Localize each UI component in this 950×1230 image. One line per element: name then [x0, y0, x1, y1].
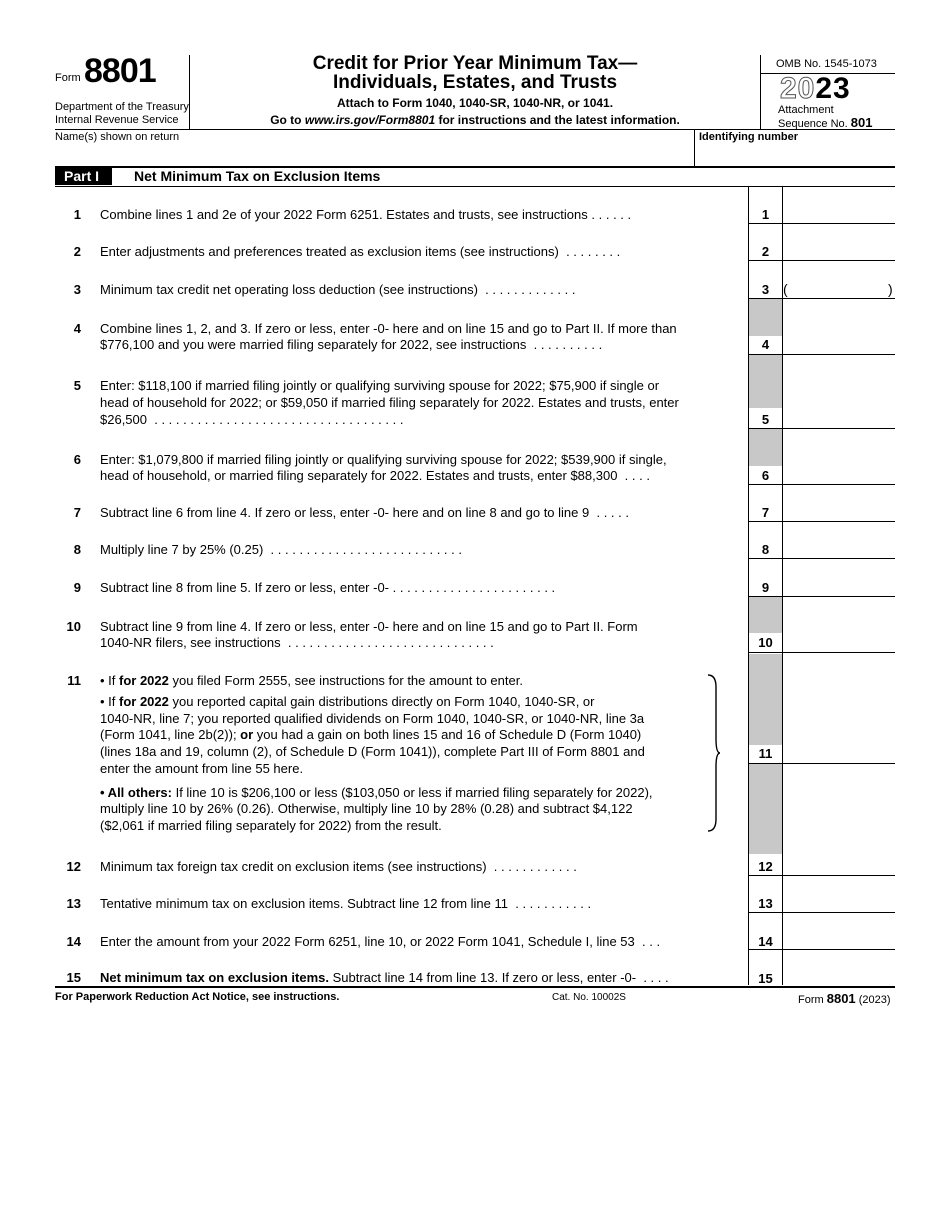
box-number: 10 [758, 635, 773, 650]
name-input[interactable] [55, 144, 691, 164]
line-7-input[interactable] [784, 486, 894, 520]
form-label: Form [55, 72, 81, 84]
line-11-bullet-2-line-5: enter the amount from line 55 here. [100, 761, 304, 776]
line-15-text: Net minimum tax on exclusion items. Subtract line 14 from line 13. If zero or less, enter -0- . . . . [100, 970, 669, 985]
line-5-input[interactable] [784, 356, 894, 427]
paren-open: ( [783, 281, 788, 297]
line-11-bullet-3-line-2: multiply line 10 by 26% (0.26). Otherwise, multiply line 10 by 28% (0.28) and subtract $4,122 [100, 801, 633, 816]
line-3-text: Minimum tax credit net operating loss deduction (see instructions) . . . . . . . . . . . . . [100, 282, 576, 297]
line-number: 10 [66, 619, 81, 634]
box-number: 12 [758, 859, 773, 874]
box-number: 14 [758, 934, 773, 949]
box-number: 9 [761, 580, 770, 595]
line-12-input[interactable] [784, 765, 894, 874]
line-2-text: Enter adjustments and preferences treated as exclusion items (see instructions) . . . . . . . . [100, 244, 621, 259]
dept-line-2: Internal Revenue Service [55, 114, 179, 126]
line-5-text-2: head of household for 2022; or $59,050 if married filing separately for 2022. Estates and trusts, enter [100, 395, 679, 410]
part-title: Net Minimum Tax on Exclusion Items [134, 168, 381, 184]
line-number: 15 [66, 970, 81, 985]
paperwork-notice: For Paperwork Reduction Act Notice, see instructions. [55, 991, 340, 1003]
box-number: 3 [761, 282, 770, 297]
paren-close: ) [888, 281, 893, 297]
line-7-text: Subtract line 6 from line 4. If zero or less, enter -0- here and on line 8 and go to line 9 . . . . . [100, 505, 629, 520]
line-6-input[interactable] [784, 430, 894, 483]
line-11-bullet-3-line-3: ($2,061 if married filing separately for 2022) from the result. [100, 818, 442, 833]
box-number: 5 [761, 412, 770, 427]
line-number: 14 [66, 934, 81, 949]
line-14-text: Enter the amount from your 2022 Form 6251, line 10, or 2022 Form 1041, Schedule I, line 53 . . . [100, 934, 661, 949]
box-number: 2 [761, 244, 770, 259]
line-10-text-1: Subtract line 9 from line 4. If zero or less, enter -0- here and on line 15 and go to Part II. Form [100, 619, 638, 634]
form-title-line-2: Individuals, Estates, and Trusts [332, 72, 618, 93]
line-13-input[interactable] [784, 877, 894, 911]
omb-number: OMB No. 1545-1073 [776, 58, 877, 70]
line-11-bullet-1: • If for 2022 you filed Form 2555, see instructions for the amount to enter. [100, 673, 523, 688]
form-title-line-1: Credit for Prior Year Minimum Tax— [312, 53, 638, 74]
line-11-bullet-2-line-3: (Form 1041, line 2b(2)); or you had a gain on both lines 15 and 16 of Schedule D (Form 1040) [100, 727, 642, 742]
line-4-input[interactable] [784, 300, 894, 353]
box-number: 6 [761, 468, 770, 483]
line-11-bullet-2: • If for 2022 you reported capital gain distributions directly on Form 1040, 1040-SR, or [100, 694, 595, 709]
line-6-text-1: Enter: $1,079,800 if married filing jointly or qualifying surviving spouse for 2022; $539,900 if single, [100, 452, 667, 467]
attach-instruction: Attach to Form 1040, 1040-SR, 1040-NR, or 1041. [336, 96, 614, 110]
box-number: 15 [758, 971, 773, 986]
line-9-text: Subtract line 8 from line 5. If zero or less, enter -0- . . . . . . . . . . . . . . . . . . . . . . . [100, 580, 556, 595]
line-number: 1 [73, 207, 81, 222]
tax-year: 2023 [780, 72, 851, 105]
catalog-number: Cat. No. 10002S [552, 992, 626, 1003]
irs-url-link[interactable]: www.irs.gov/Form8801 [304, 113, 436, 127]
line-number: 12 [66, 859, 81, 874]
line-11-input[interactable] [784, 655, 894, 762]
line-4-text-2: $776,100 and you were married filing separately for 2022, see instructions . . . . . . . . . . [100, 337, 603, 352]
box-number: 1 [761, 207, 770, 222]
line-11-bullet-2-line-4: (lines 18a and 19, column (2), of Schedule D (Form 1041)), complete Part III of Form 8801 and [100, 744, 645, 759]
line-11-bullet-3: • All others: If line 10 is $206,100 or less ($103,050 or less if married filing separately for 2022), [100, 785, 653, 800]
line-8-text: Multiply line 7 by 25% (0.25) . . . . . . . . . . . . . . . . . . . . . . . . . . . [100, 542, 462, 557]
line-number: 3 [73, 282, 81, 297]
identifying-number-input[interactable] [697, 144, 893, 164]
line-number: 9 [73, 580, 81, 595]
line-10-input[interactable] [784, 598, 894, 651]
attachment-label: Attachment [778, 104, 834, 116]
line-10-text-2: 1040-NR filers, see instructions . . . . . . . . . . . . . . . . . . . . . . . . . . . . . [100, 635, 494, 650]
line-number: 5 [73, 378, 81, 393]
line-number: 11 [67, 673, 81, 688]
line-2-input[interactable] [784, 225, 894, 259]
line-12-text: Minimum tax foreign tax credit on exclusion items (see instructions) . . . . . . . . . . . . [100, 859, 577, 874]
line-5-text-1: Enter: $118,100 if married filing jointly or qualifying surviving spouse for 2022; $75,900 if single or [100, 378, 660, 393]
identifying-number-label: Identifying number [699, 131, 798, 143]
goto-instruction: Go to www.irs.gov/Form8801 for instructions and the latest information. [270, 113, 680, 127]
box-number: 7 [761, 505, 770, 520]
names-label: Name(s) shown on return [55, 131, 180, 143]
line-11-brace [706, 673, 722, 833]
form-number: 8801 [84, 52, 156, 90]
line-4-text-1: Combine lines 1, 2, and 3. If zero or less, enter -0- here and on line 15 and go to Part II. If more than [100, 321, 677, 336]
line-11-bullet-2-line-2: 1040-NR, line 7; you reported qualified dividends on Form 1040, 1040-SR, or 1040-NR, line 3a [100, 711, 645, 726]
line-9-input[interactable] [784, 560, 894, 595]
line-3-input[interactable] [790, 262, 886, 296]
line-15-input[interactable] [784, 951, 894, 985]
box-number: 13 [758, 896, 773, 911]
line-6-text-2: head of household, or married filing separately for 2022. Estates and trusts, enter $88,300 . . . . [100, 468, 650, 483]
part-tag: Part I [55, 167, 112, 185]
line-number: 13 [66, 896, 81, 911]
line-1-text: Combine lines 1 and 2e of your 2022 Form 6251. Estates and trusts, see instructions . . . . . . [100, 207, 632, 222]
box-number: 11 [758, 746, 773, 761]
line-8-input[interactable] [784, 523, 894, 557]
line-number: 6 [73, 452, 81, 467]
line-number: 2 [73, 244, 81, 259]
line-5-text-3: $26,500 . . . . . . . . . . . . . . . . . . . . . . . . . . . . . . . . . . . [100, 412, 404, 427]
box-number: 4 [761, 337, 770, 352]
box-number: 8 [761, 542, 770, 557]
line-number: 7 [73, 505, 81, 520]
line-14-input[interactable] [784, 914, 894, 948]
dept-line-1: Department of the Treasury [55, 101, 189, 113]
line-1-input[interactable] [784, 188, 894, 222]
sequence-label: Sequence No. 801 [778, 115, 873, 130]
footer-form-id: Form 8801 (2023) [798, 991, 891, 1006]
line-number: 8 [73, 542, 81, 557]
header-divider-right [760, 55, 761, 129]
line-13-text: Tentative minimum tax on exclusion items. Subtract line 12 from line 11 . . . . . . . . . . . [100, 896, 592, 911]
line-number: 4 [73, 321, 81, 336]
